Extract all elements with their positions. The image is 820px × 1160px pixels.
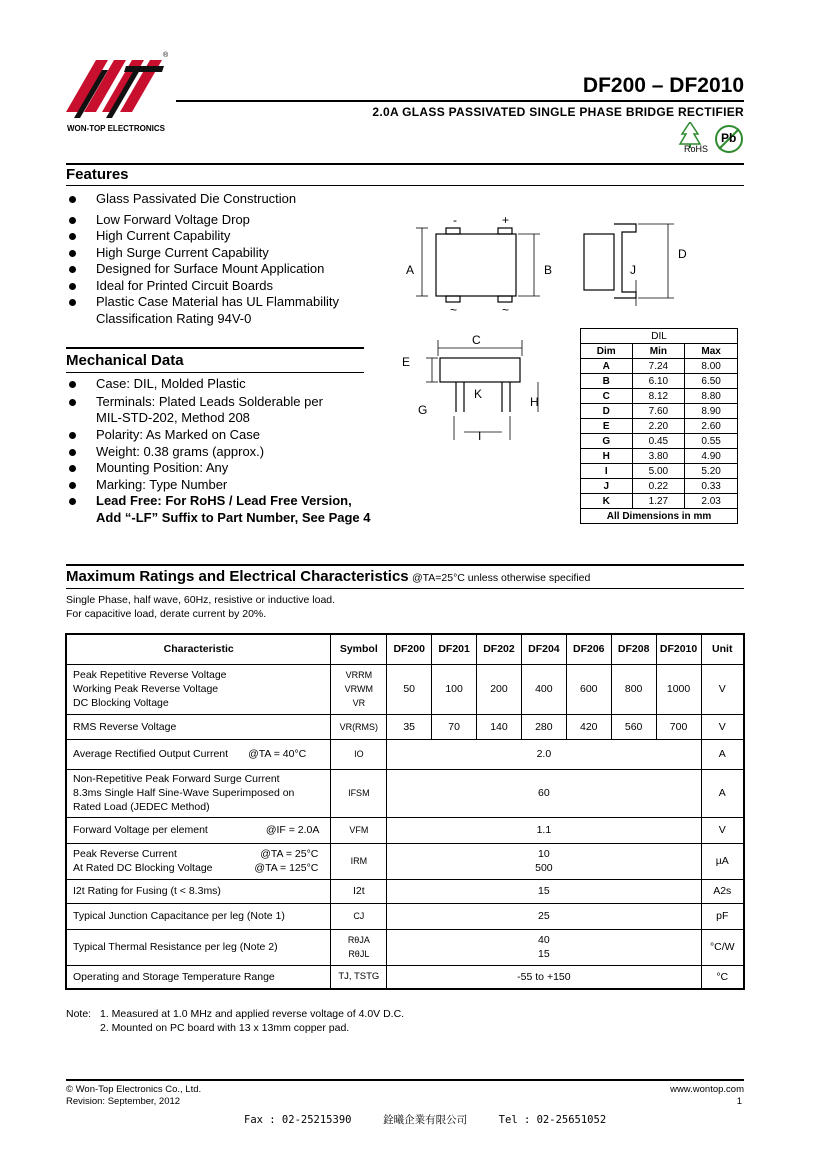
value-cell: 600 <box>566 664 611 714</box>
characteristic-cell: Non-Repetitive Peak Forward Surge Current 8.3ms Single Half Sine-Wave Superimposed on Rated Load (JEDEC Method) <box>66 769 331 817</box>
col-header: DF204 <box>521 634 566 664</box>
features-title: Features <box>66 166 129 183</box>
symbol-cell: VR(RMS) <box>331 714 387 739</box>
mechanical-item: Case: DIL, Molded Plastic <box>66 376 396 393</box>
dim-max: 2.60 <box>685 419 738 434</box>
dim-max: 6.50 <box>685 374 738 389</box>
unit-cell: pF <box>701 903 744 929</box>
dim-row <box>581 494 738 509</box>
pb-free-icon <box>714 124 744 154</box>
dim-min: 5.00 <box>632 464 685 479</box>
table-row <box>66 903 744 929</box>
dim-min: 7.60 <box>632 404 685 419</box>
dim-row <box>581 374 738 389</box>
mechanical-item-continued: MIL-STD-202, Method 208 <box>96 410 250 425</box>
dim-code: A <box>581 359 633 374</box>
feature-item: Plastic Case Material has UL Flammability <box>66 294 396 311</box>
symbol-cell: IRM <box>331 843 387 879</box>
unit-cell: A2s <box>701 879 744 903</box>
dim-max: 4.90 <box>685 449 738 464</box>
unit-cell: A <box>701 769 744 817</box>
characteristic-cell: Peak Repetitive Reverse Voltage Working Peak Reverse Voltage DC Blocking Voltage <box>66 664 331 714</box>
mechanical-rule <box>66 372 364 373</box>
dim-header: Max <box>685 344 738 359</box>
table-row <box>66 714 744 739</box>
dim-code: E <box>581 419 633 434</box>
dim-code: H <box>581 449 633 464</box>
value-cell: 1000 <box>656 664 701 714</box>
characteristic-cell: Average Rectified Output Current @TA = 40°C <box>66 739 331 769</box>
mechanical-item: Marking: Type Number <box>66 477 396 494</box>
characteristic-cell: Operating and Storage Temperature Range <box>66 965 331 989</box>
col-header: Unit <box>701 634 744 664</box>
value-cell: 1.1 <box>387 817 701 843</box>
table-row <box>66 879 744 903</box>
dim-min: 6.10 <box>632 374 685 389</box>
value-cell: 2.0 <box>387 739 701 769</box>
col-header: DF202 <box>477 634 522 664</box>
symbol-cell: VFM <box>331 817 387 843</box>
table-row <box>66 817 744 843</box>
label-h: H <box>530 395 539 409</box>
symbol-cell: CJ <box>331 903 387 929</box>
ratings-note-1: Single Phase, half wave, 60Hz, resistive or inductive load. <box>66 594 336 606</box>
characteristic-cell: Peak Reverse Current @TA = 25°C At Rated DC Blocking Voltage @TA = 125°C <box>66 843 331 879</box>
dim-min: 1.27 <box>632 494 685 509</box>
dim-code: I <box>581 464 633 479</box>
characteristic-cell: RMS Reverse Voltage <box>66 714 331 739</box>
ratings-heading <box>66 568 590 585</box>
feature-item: High Surge Current Capability <box>66 245 396 262</box>
label-tilde-2: ~ <box>502 303 510 317</box>
mechanical-item: Lead Free: For RoHS / Lead Free Version, <box>66 493 396 510</box>
dim-row <box>581 464 738 479</box>
header-rule <box>176 100 744 102</box>
dim-row <box>581 389 738 404</box>
col-header: Symbol <box>331 634 387 664</box>
copyright: © Won-Top Electronics Co., Ltd. <box>66 1084 202 1095</box>
mechanical-title: Mechanical Data <box>66 352 184 369</box>
logo-graphic <box>66 52 176 122</box>
col-header: DF200 <box>387 634 432 664</box>
unit-cell: A <box>701 739 744 769</box>
unit-cell: V <box>701 664 744 714</box>
part-range-title: DF200 – DF2010 <box>582 74 744 97</box>
website-link[interactable]: www.wontop.com <box>670 1084 744 1095</box>
label-minus: - <box>453 213 457 227</box>
ratings-table <box>65 633 745 990</box>
mechanical-list-2 <box>66 427 396 510</box>
dim-max: 8.90 <box>685 404 738 419</box>
dim-row <box>581 419 738 434</box>
symbol-cell: I2t <box>331 879 387 903</box>
feature-item-continued: Classification Rating 94V-0 <box>96 311 252 326</box>
footer-rule <box>66 1079 744 1081</box>
value-cell: 800 <box>611 664 656 714</box>
symbol-cell: VRRM VRWM VR <box>331 664 387 714</box>
company-name: WON-TOP ELECTRONICS <box>67 124 165 133</box>
value-cell: 700 <box>656 714 701 739</box>
revision: Revision: September, 2012 <box>66 1096 181 1107</box>
dim-min: 3.80 <box>632 449 685 464</box>
value-cell: 50 <box>387 664 432 714</box>
product-subtitle: 2.0A GLASS PASSIVATED SINGLE PHASE BRIDGE RECTIFIER <box>372 105 744 119</box>
company-logo <box>66 52 176 122</box>
table-row <box>66 965 744 989</box>
dim-min: 2.20 <box>632 419 685 434</box>
value-cell: 40 15 <box>387 929 701 965</box>
value-cell: 25 <box>387 903 701 929</box>
value-cell: 15 <box>387 879 701 903</box>
symbol-cell: IFSM <box>331 769 387 817</box>
dim-max: 5.20 <box>685 464 738 479</box>
features-list <box>66 191 396 311</box>
col-header: DF201 <box>432 634 477 664</box>
label-a: A <box>406 263 415 277</box>
value-cell: 280 <box>521 714 566 739</box>
pb-label: Pb <box>721 131 737 145</box>
unit-cell: °C <box>701 965 744 989</box>
dim-max: 2.03 <box>685 494 738 509</box>
table-row <box>66 664 744 714</box>
features-rule <box>66 185 744 186</box>
dim-max: 0.55 <box>685 434 738 449</box>
value-cell: 70 <box>432 714 477 739</box>
ratings-header-row <box>66 634 744 664</box>
rohs-label: RoHS <box>684 144 709 154</box>
dimension-table <box>580 328 738 524</box>
value-cell: 420 <box>566 714 611 739</box>
dim-min: 0.45 <box>632 434 685 449</box>
ratings-title: Maximum Ratings and Electrical Characteristics <box>66 568 409 585</box>
label-i: I <box>478 429 482 443</box>
features-top-rule <box>66 163 744 165</box>
notes-label: Note: <box>66 1008 92 1020</box>
mechanical-item: Polarity: As Marked on Case <box>66 427 396 444</box>
value-cell: 100 <box>432 664 477 714</box>
dim-code: J <box>581 479 633 494</box>
label-plus: + <box>502 213 510 227</box>
table-row <box>66 739 744 769</box>
dim-package: DIL <box>581 329 738 344</box>
rohs-badge <box>678 122 708 156</box>
label-d: D <box>678 247 687 261</box>
table-row <box>66 843 744 879</box>
note-item: 1. Measured at 1.0 MHz and applied reverse voltage of 4.0V D.C. <box>100 1008 405 1020</box>
label-e: E <box>402 355 411 369</box>
characteristic-cell: Typical Junction Capacitance per leg (Note 1) <box>66 903 331 929</box>
dim-max: 0.33 <box>685 479 738 494</box>
dim-min: 0.22 <box>632 479 685 494</box>
note-item: 2. Mounted on PC board with 13 x 13mm copper pad. <box>100 1022 350 1034</box>
symbol-cell: IO <box>331 739 387 769</box>
value-cell: 140 <box>477 714 522 739</box>
mechanical-item: Terminals: Plated Leads Solderable per <box>66 394 396 411</box>
page-number: 1 <box>736 1096 742 1107</box>
characteristic-cell: Typical Thermal Resistance per leg (Note 2) <box>66 929 331 965</box>
label-j: J <box>630 263 636 277</box>
feature-item: Designed for Surface Mount Application <box>66 261 396 278</box>
value-cell: 10 500 <box>387 843 701 879</box>
col-header: DF208 <box>611 634 656 664</box>
dim-code: G <box>581 434 633 449</box>
value-cell: 560 <box>611 714 656 739</box>
dim-code: C <box>581 389 633 404</box>
col-header: Characteristic <box>66 634 331 664</box>
value-cell: 35 <box>387 714 432 739</box>
mechanical-top-rule <box>66 347 364 349</box>
ratings-rule <box>66 588 744 589</box>
dim-row <box>581 359 738 374</box>
unit-cell: V <box>701 817 744 843</box>
table-row <box>66 769 744 817</box>
registered-mark: ® <box>163 52 169 59</box>
feature-item: Ideal for Printed Circuit Boards <box>66 278 396 295</box>
characteristic-cell: Forward Voltage per element @IF = 2.0A <box>66 817 331 843</box>
unit-cell: °C/W <box>701 929 744 965</box>
unit-cell: V <box>701 714 744 739</box>
ratings-top-rule <box>66 564 744 566</box>
symbol-cell: RθJA RθJL <box>331 929 387 965</box>
dim-row <box>581 404 738 419</box>
feature-item: Low Forward Voltage Drop <box>66 212 396 229</box>
mechanical-item: Weight: 0.38 grams (approx.) <box>66 444 396 461</box>
dim-footer: All Dimensions in mm <box>581 509 738 524</box>
ratings-note-2: For capacitive load, derate current by 20%. <box>66 608 267 620</box>
symbol-cell: TJ, TSTG <box>331 965 387 989</box>
label-c: C <box>472 333 481 347</box>
unit-cell: µA <box>701 843 744 879</box>
dim-row <box>581 449 738 464</box>
dim-rows <box>581 359 738 509</box>
dim-code: B <box>581 374 633 389</box>
dim-max: 8.80 <box>685 389 738 404</box>
dim-min: 8.12 <box>632 389 685 404</box>
ratings-condition: @TA=25°C unless otherwise specified <box>411 572 591 584</box>
value-cell: 60 <box>387 769 701 817</box>
fax-line: Fax : 02-25215390 銓曦企業有限公司 Tel : 02-25651052 <box>244 1114 607 1126</box>
col-header: DF206 <box>566 634 611 664</box>
dim-code: D <box>581 404 633 419</box>
mechanical-item-continued: Add “-LF” Suffix to Part Number, See Page 4 <box>96 510 371 525</box>
dim-header: Min <box>632 344 685 359</box>
mechanical-item: Mounting Position: Any <box>66 460 396 477</box>
dim-code: K <box>581 494 633 509</box>
dim-max: 8.00 <box>685 359 738 374</box>
characteristic-cell: I2t Rating for Fusing (t < 8.3ms) <box>66 879 331 903</box>
label-g: G <box>418 403 428 417</box>
value-cell: 200 <box>477 664 522 714</box>
table-row <box>66 929 744 965</box>
feature-item: High Current Capability <box>66 228 396 245</box>
col-header: DF2010 <box>656 634 701 664</box>
dim-row <box>581 434 738 449</box>
feature-item: Glass Passivated Die Construction <box>66 191 396 208</box>
label-k: K <box>474 387 483 401</box>
dim-row <box>581 479 738 494</box>
label-tilde-1: ~ <box>450 303 458 317</box>
label-b: B <box>544 263 553 277</box>
value-cell: -55 to +150 <box>387 965 701 989</box>
mechanical-list <box>66 376 396 410</box>
dim-min: 7.24 <box>632 359 685 374</box>
dim-header: Dim <box>581 344 633 359</box>
value-cell: 400 <box>521 664 566 714</box>
